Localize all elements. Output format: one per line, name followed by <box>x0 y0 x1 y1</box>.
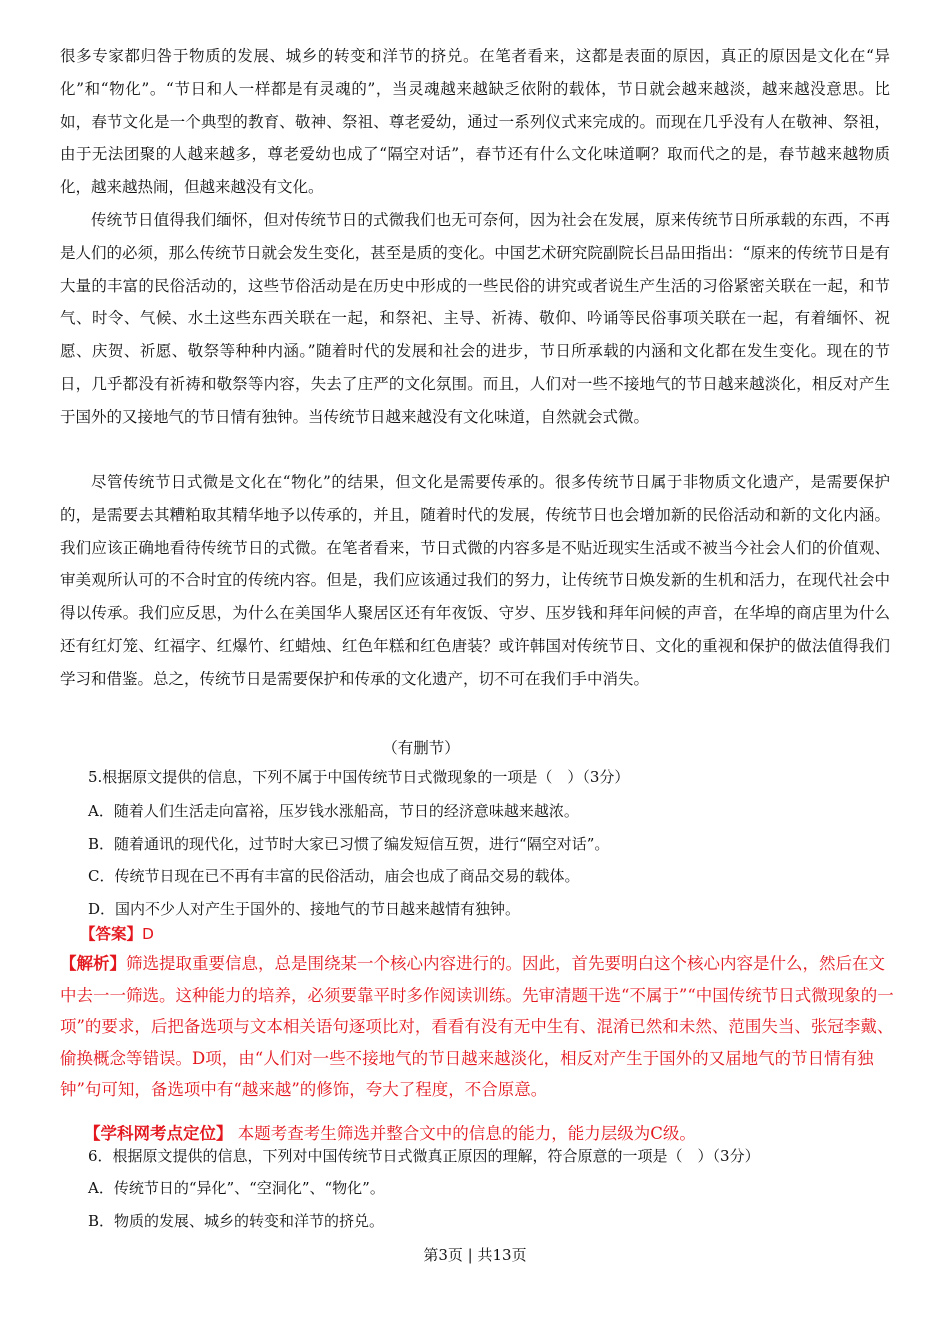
passage-paragraph-3: 尽管传统节日式微是文化在“物化”的结果，但文化是需要传承的。很多传统节日属于非物质文化遗产，是需要保护的，是需要去其糟粕取其精华地予以传承的，并且，随着时代的发展，传统节日也会增加新的民俗活动和新的文化内涵。我们应该正确地看待传统节日的式微。在笔者看来，节日式微的内容多是不贴近现实生活或不被当今社会人们的价值观、审美观所认可的不合时宜的传统内容。但是，我们应该通过我们的努力，让传统节日焕发新的生机和活力，在现代社会中得以传承。我们应反思，为什么在美国华人聚居区还有年夜饭、守岁、压岁钱和拜年问候的声音，在华埠的商店里为什么还有红灯笼、红福字、红爆竹、红蜡烛、红色年糕和红色唐装？或许韩国对传统节日、文化的重视和保护的做法值得我们学习和借鉴。总之，传统节日是需要保护和传承的文化遗产，切不可在我们手中消失。 <box>60 473 890 688</box>
answer-value: D <box>142 925 154 943</box>
question-5-option-c: C．传统节日现在已不再有丰富的民俗活动，庙会也成了商品交易的载体。 <box>88 867 580 885</box>
passage-paragraph-2: 传统节日值得我们缅怀，但对传统节日的式微我们也无可奈何，因为社会在发展，原来传统节日所承载的东西，不再是人们的必须，那么传统节日就会发生变化，甚至是质的变化。中国艺术研究院副院长吕品田指出：“原来的传统节日是有大量的丰富的民俗活动的，这些节俗活动是在历史中形成的一些民俗的讲究或者说生产生活的习俗紧密关联在一起，和节气、时令、气候、水土这些东西关联在一起，和祭祀、主导、祈祷、敬仰、吟诵等民俗事项关联在一起，有着缅怀、祝愿、庆贺、祈愿、敬祭等种种内涵。”随着时代的发展和社会的进步，节日所承载的内涵和文化都在发生变化。现在的节日，几乎都没有祈祷和敬祭等内容，失去了庄严的文化氛围。而且，人们对一些不接地气的节日越来越淡化，相反对产生于国外的又接地气的节日情有独钟。当传统节日越来越没有文化味道，自然就会式微。 <box>60 211 890 426</box>
question-5-option-b: B．随着通讯的现代化，过节时大家已习惯了编发短信互贺，进行“隔空对话”。 <box>88 835 610 853</box>
analysis-text: 筛选提取重要信息，总是围绕某一个核心内容进行的。因此，首先要明白这个核心内容是什么，然后在文中去一一筛选。这种能力的培养，必须要靠平时多作阅读训练。先审清题干选“不属于”“中国传统节日式微现象的一项”的要求，后把备选项与文本相关语句逐项比对，看看有没有无中生有、混淆已然和未然、范围失当、张冠李戴、偷换概念等错误。D项，由“人们对一些不接地气的节日越来越淡化，相反对产生于国外的又届地气的节日情有独钟”句可知，备选项中有“越来越”的修饰，夸大了程度，不合原意。 <box>60 954 894 1099</box>
question-6-option-a: A．传统节日的“异化”、“空洞化”、“物化”。 <box>88 1179 385 1197</box>
question-6-stem: 6．根据原文提供的信息，下列对中国传统节日式微真正原因的理解，符合原意的一项是（ ）（3分） <box>88 1147 760 1165</box>
question-5-analysis <box>60 948 898 1106</box>
question-5-stem: 5.根据原文提供的信息，下列不属于中国传统节日式微现象的一项是（ ）（3分） <box>88 768 630 786</box>
answer-label: 【答案】 <box>80 925 143 943</box>
question-5-key-point <box>84 1120 904 1144</box>
analysis-label: 【解析】 <box>60 954 126 973</box>
question-5-option-d: D．国内不少人对产生于国外的、接地气的节日越来越情有独钟。 <box>88 900 521 918</box>
question-5-answer <box>80 922 154 944</box>
page-footer: 第3页 | 共13页 <box>423 1246 527 1264</box>
question-5-option-a: A．随着人们生活走向富裕，压岁钱水涨船高，节日的经济意味越来越浓。 <box>88 802 579 820</box>
key-point-text: 本题考查考生筛选并整合文中的信息的能力，能力层级为C级。 <box>237 1124 696 1143</box>
key-point-label: 【学科网考点定位】 <box>84 1124 233 1143</box>
question-6-option-b: B．物质的发展、城乡的转变和洋节的挤兑。 <box>88 1212 385 1230</box>
abridged-note: （有删节） <box>382 739 460 757</box>
passage-paragraph-1: 很多专家都归咎于物质的发展、城乡的转变和洋节的挤兑。在笔者看来，这都是表面的原因，真正的原因是文化在“异化”和“物化”。“节日和人一样都是有灵魂的”，当灵魂越来越缺乏依附的载体，节日就会越来越淡，越来越没意思。比如，春节文化是一个典型的教育、敬神、祭祖、尊老爱幼，通过一系列仪式来完成的。而现在几乎没有人在敬神、祭祖，由于无法团聚的人越来越多，尊老爱幼也成了“隔空对话”，春节还有什么文化味道啊？取而代之的是，春节越来越物质化，越来越热闹，但越来越没有文化。 <box>60 47 890 197</box>
